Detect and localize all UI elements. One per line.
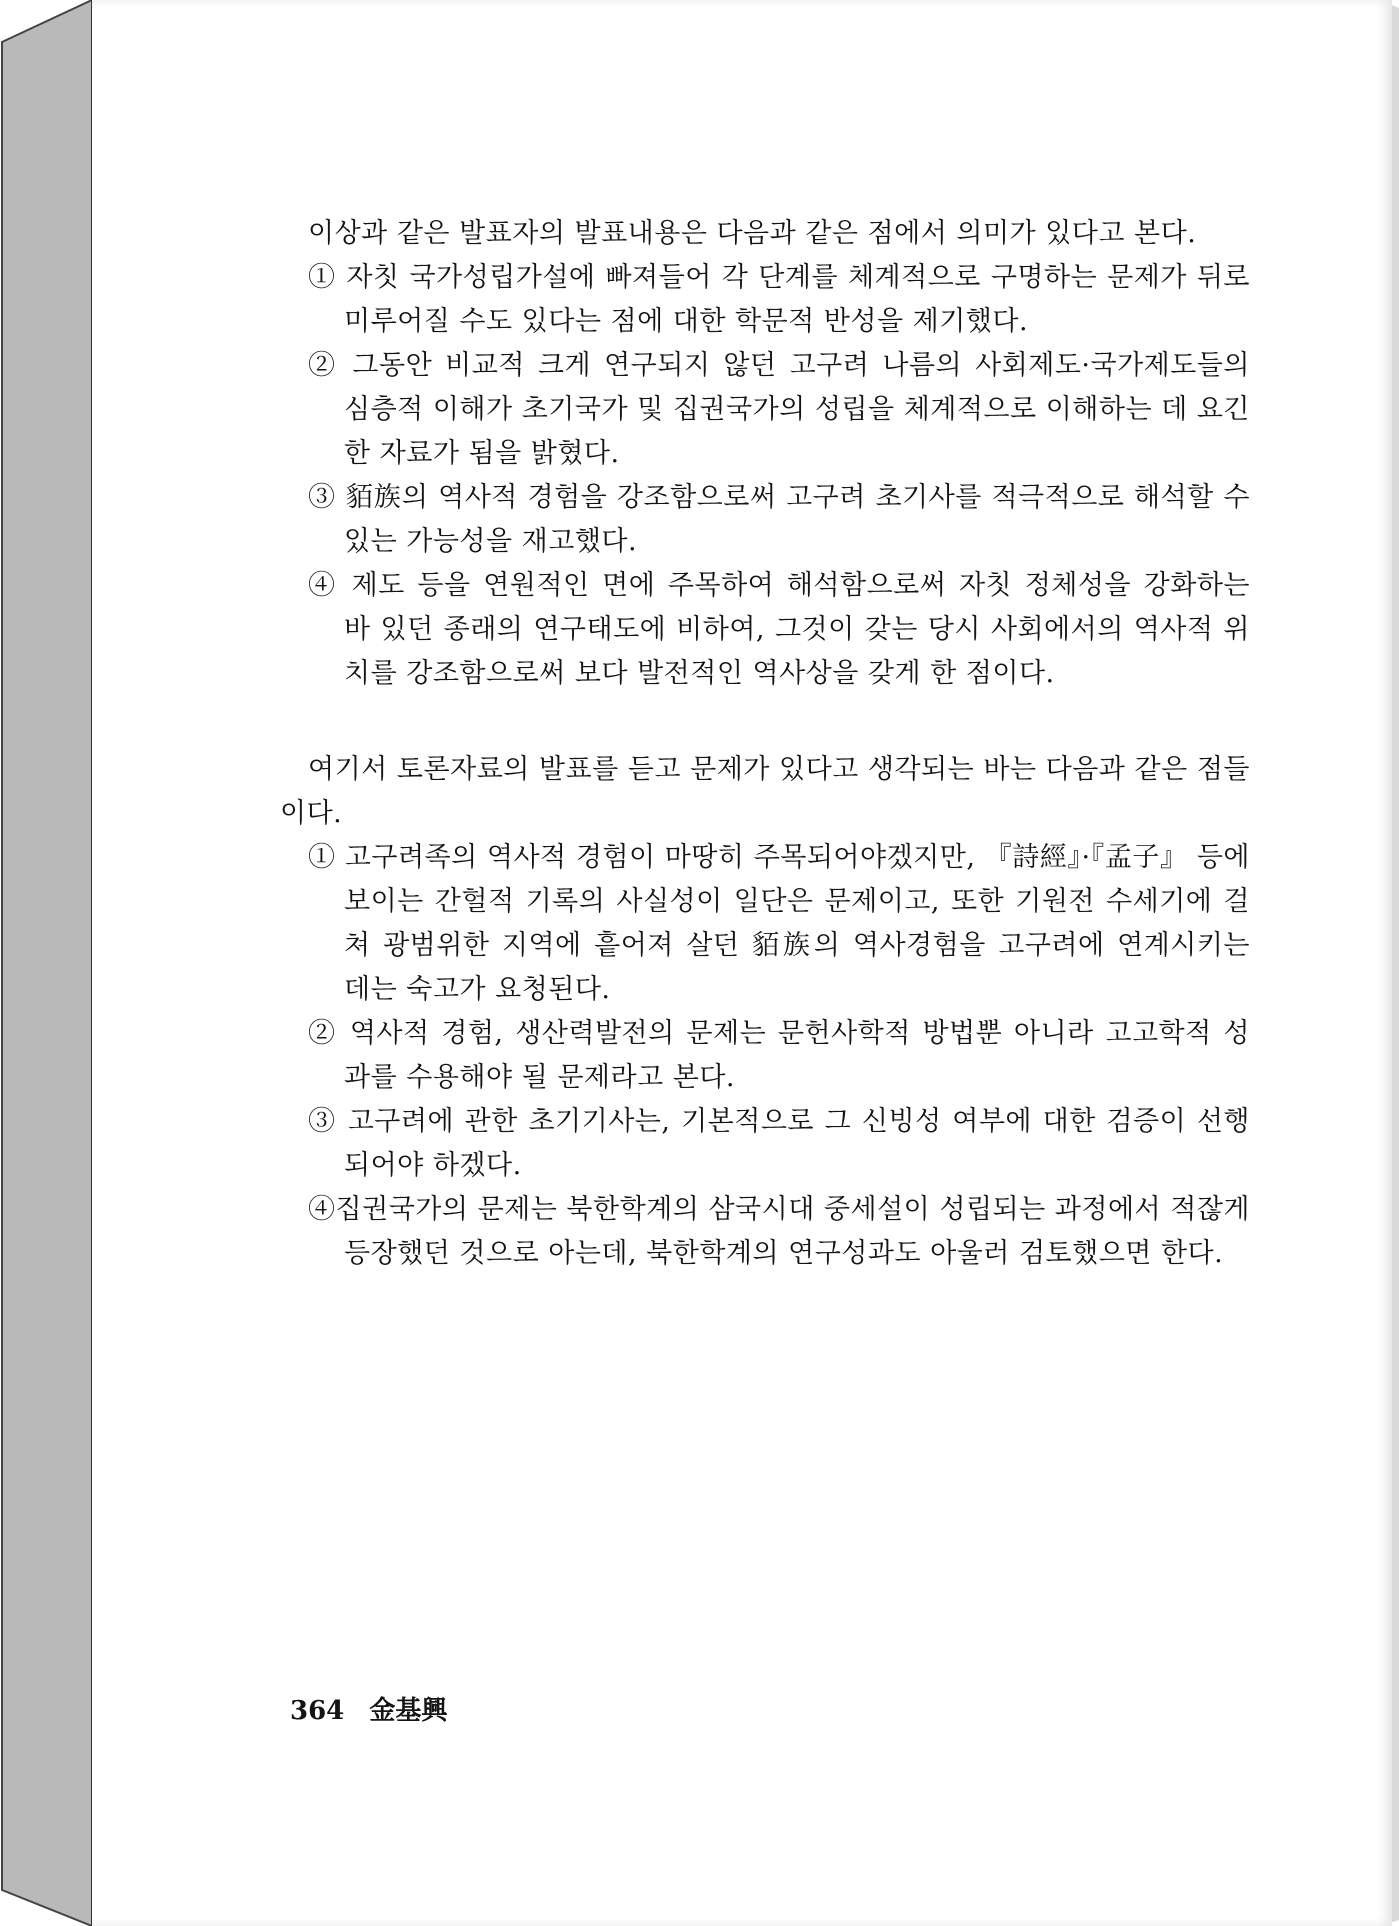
section1-item-2: ② 그동안 비교적 크게 연구되지 않던 고구려 나름의 사회제도·국가제도들의 심층적 이해가 초기국가 및 집권국가의 성립을 체계적으로 이해하는 데 요긴한 자료가 됨을 밝혔다. [308,350,1250,469]
section1-intro: 이상과 같은 발표자의 발표내용은 다음과 같은 점에서 의미가 있다고 본다. [308,218,1197,249]
page-number: 364 [290,1696,345,1726]
section-gap [280,696,1250,748]
page-body [280,212,1250,1276]
section2-item-4: ④집권국가의 문제는 북한학계의 삼국시대 중세설이 성립되는 과정에서 적잖게 등장했던 것으로 아는데, 북한학계의 연구성과도 아울러 검토했으면 한다. [308,1194,1250,1269]
section2-item-2: ② 역사적 경험, 생산력발전의 문제는 문헌사학적 방법뿐 아니라 고고학적 성과를 수용해야 될 문제라고 본다. [308,1018,1250,1093]
book-spine-face [2,0,92,1926]
section2-intro: 여기서 토론자료의 발표를 듣고 문제가 있다고 생각되는 바는 다음과 같은 점들이다. [280,754,1250,829]
section1-item-1: ① 자칫 국가성립가설에 빠져들어 각 단계를 체계적으로 구명하는 문제가 뒤로 미루어질 수도 있다는 점에 대한 학문적 반성을 제기했다. [308,262,1250,337]
author-name: 金基興 [369,1696,448,1726]
section2-item-3: ③ 고구려에 관한 초기기사는, 기본적으로 그 신빙성 여부에 대한 검증이 선행되어야 하겠다. [308,1106,1250,1181]
section1-item-3: ③ 貊族의 역사적 경험을 강조함으로써 고구려 초기사를 적극적으로 해석할 수 있는 가능성을 재고했다. [308,482,1250,557]
section2-item-1: ① 고구려족의 역사적 경험이 마땅히 주목되어야겠지만, 『詩經』·『孟子』 등에 보이는 간헐적 기록의 사실성이 일단은 문제이고, 또한 기원전 수세기에 걸쳐 광범위한 지역에 흩어져 살던 貊族의 역사경험을 고구려에 연계시키는 데는 숙고가 요청된다. [308,842,1250,1005]
section1-item-4: ④ 제도 등을 연원적인 면에 주목하여 해석함으로써 자칫 정체성을 강화하는 바 있던 종래의 연구태도에 비하여, 그것이 갖는 당시 사회에서의 역사적 위치를 강조함으로써 보다 발전적인 역사상을 갖게 한 점이다. [308,570,1250,689]
page-footer [290,1690,447,1727]
